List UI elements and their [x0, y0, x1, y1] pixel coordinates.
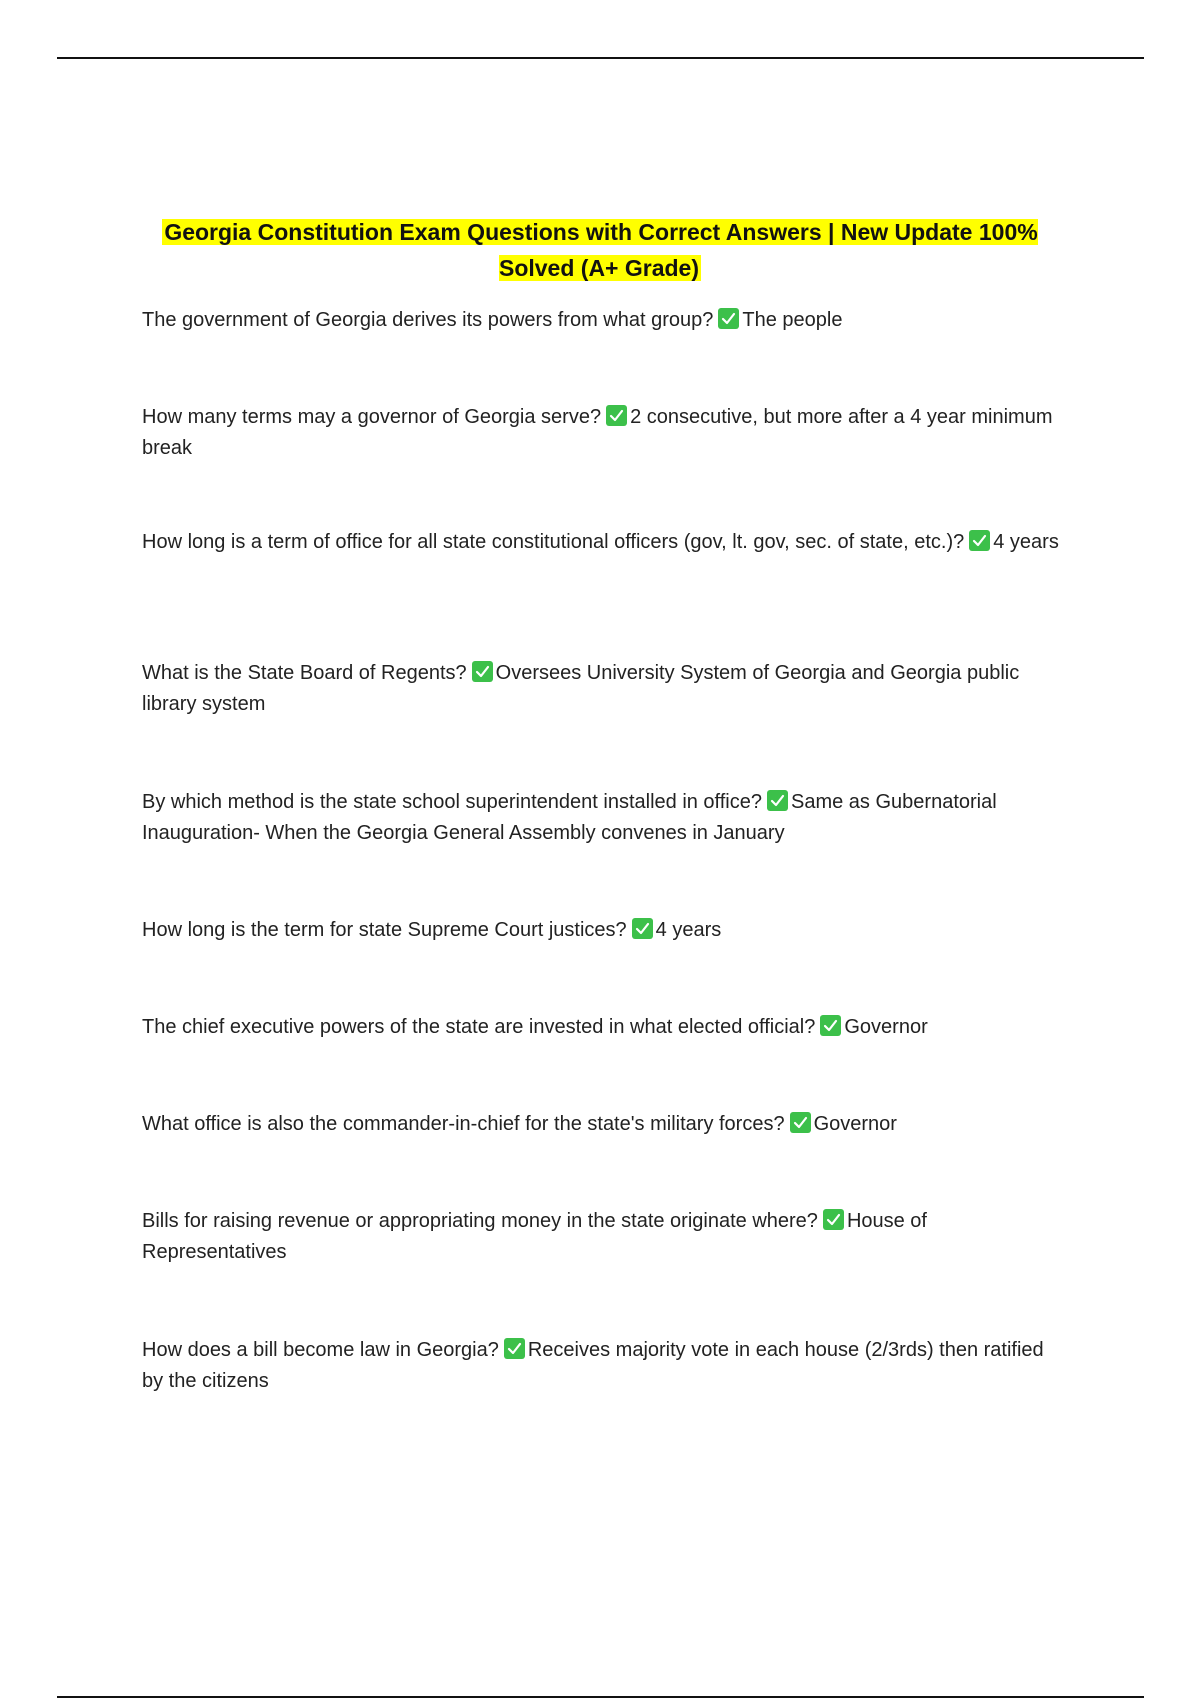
qa-item-5 — [142, 787, 1062, 849]
question-text: By which method is the state school superintendent installed in office? — [142, 791, 762, 813]
qa-item-4 — [142, 658, 1062, 720]
qa-item-7 — [142, 1012, 1062, 1043]
answer-text: 2 consecutive, but more after a 4 year minimum break — [142, 406, 1053, 459]
check-icon — [504, 1338, 525, 1359]
check-icon — [718, 308, 739, 329]
check-icon — [472, 661, 493, 682]
check-icon — [632, 918, 653, 939]
answer-text: Governor — [844, 1016, 928, 1038]
answer-text: 4 years — [655, 919, 722, 941]
qa-item-10 — [142, 1335, 1062, 1397]
document-title — [130, 214, 1070, 286]
header-rule — [57, 57, 1144, 59]
check-icon — [823, 1209, 844, 1230]
qa-item-9 — [142, 1206, 1062, 1268]
title-highlight: Georgia Constitution Exam Questions with Correct Answers | New Update 100% Solved (A+ Grade) — [164, 219, 1038, 281]
question-text: The chief executive powers of the state are invested in what elected official? — [142, 1016, 816, 1038]
question-text: How does a bill become law in Georgia? — [142, 1339, 499, 1361]
answer-text: Same as Gubernatorial Inauguration- When the Georgia General Assembly convenes in January — [142, 791, 997, 844]
check-icon — [820, 1015, 841, 1036]
check-icon — [790, 1112, 811, 1133]
question-text: How many terms may a governor of Georgia serve? — [142, 406, 602, 428]
question-text: What office is also the commander-in-chief for the state's military forces? — [142, 1113, 785, 1135]
qa-item-2 — [142, 402, 1062, 464]
footer-rule — [57, 1696, 1144, 1698]
answer-text: Receives majority vote in each house (2/3rds) then ratified by the citizens — [142, 1339, 1044, 1392]
answer-text: Governor — [813, 1113, 897, 1135]
question-text: What is the State Board of Regents? — [142, 662, 467, 684]
check-icon — [767, 790, 788, 811]
question-text: Bills for raising revenue or appropriating money in the state originate where? — [142, 1210, 818, 1232]
answer-text: The people — [742, 309, 843, 331]
answer-text: Oversees University System of Georgia and Georgia public library system — [142, 662, 1020, 715]
qa-item-8 — [142, 1109, 1062, 1140]
question-text: The government of Georgia derives its powers from what group? — [142, 309, 714, 331]
answer-text: 4 years — [993, 531, 1059, 553]
answer-text: House of Representatives — [142, 1210, 927, 1263]
qa-item-1 — [142, 305, 1062, 336]
question-text: How long is a term of office for all state constitutional officers (gov, lt. gov, sec. of state, etc.)? — [142, 531, 965, 553]
question-text: How long is the term for state Supreme Court justices? — [142, 919, 627, 941]
check-icon — [606, 405, 627, 426]
qa-item-6 — [142, 915, 1062, 946]
check-icon — [969, 530, 990, 551]
qa-item-3 — [142, 527, 1062, 558]
